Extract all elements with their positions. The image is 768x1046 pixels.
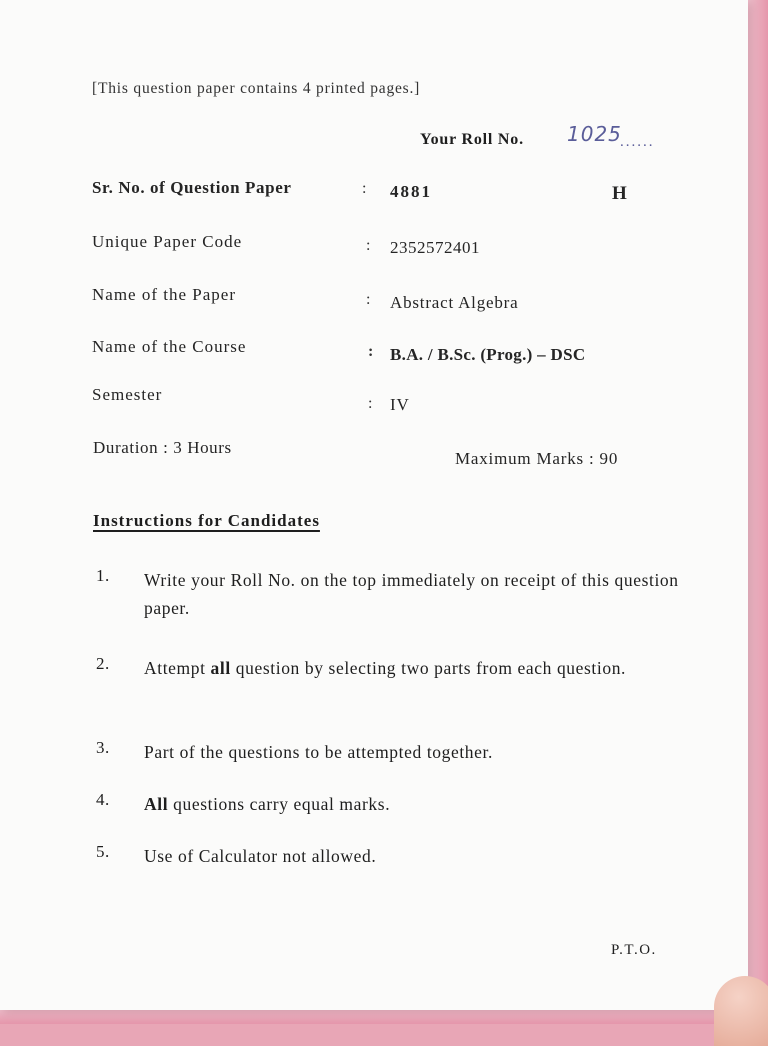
semester-colon: : [368,395,373,412]
instruction-number: 3. [96,738,110,757]
instruction-text: Part of the questions to be attempted together. [144,742,493,762]
please-turn-over: P.T.O. [611,942,657,958]
paper-code-label: Unique Paper Code [92,232,243,251]
instruction-number: 5. [96,842,110,861]
paper-code-colon: : [366,237,371,254]
page-edge-right [746,0,768,1024]
instruction-text: Write your Roll No. on the top immediately on receipt of this question paper. [144,570,679,618]
semester-label: Semester [92,385,163,404]
instruction-number: 4. [96,790,110,809]
paper-set-code: H [612,183,628,204]
paper-name-label: Name of the Paper [92,285,236,304]
paper-name-value: Abstract Algebra [390,293,519,312]
course-name-colon: : [368,343,374,360]
serial-number-value: 4881 [390,182,432,201]
serial-number-colon: : [362,180,367,197]
printed-pages-note: [This question paper contains 4 printed pages.] [92,80,421,97]
instruction-emphasis: all [210,658,231,678]
paper-code-value: 2352572401 [390,238,480,257]
course-name-label: Name of the Course [92,337,247,356]
finger-in-corner [714,976,768,1046]
page-edge-bottom [0,1008,768,1024]
instruction-text: Use of Calculator not allowed. [144,846,377,866]
serial-number-label: Sr. No. of Question Paper [92,178,292,197]
maximum-marks-text: Maximum Marks : 90 [455,449,619,468]
semester-value: IV [390,395,410,414]
roll-number-label: Your Roll No. [420,131,524,148]
roll-number-dots: ...... [620,134,655,150]
instruction-number: 1. [96,566,110,585]
instructions-heading: Instructions for Candidates [93,511,320,530]
instruction-number: 2. [96,654,110,673]
course-name-value: B.A. / B.Sc. (Prog.) – DSC [390,345,586,364]
paper-name-colon: : [366,291,371,308]
duration-text: Duration : 3 Hours [93,438,232,457]
instruction-text: All questions carry equal marks. [144,794,391,814]
instruction-emphasis: All [144,794,169,814]
instruction-text: Attempt all question by selecting two parts from each question. [144,658,627,678]
roll-number-handwritten: 1025 [567,122,622,146]
